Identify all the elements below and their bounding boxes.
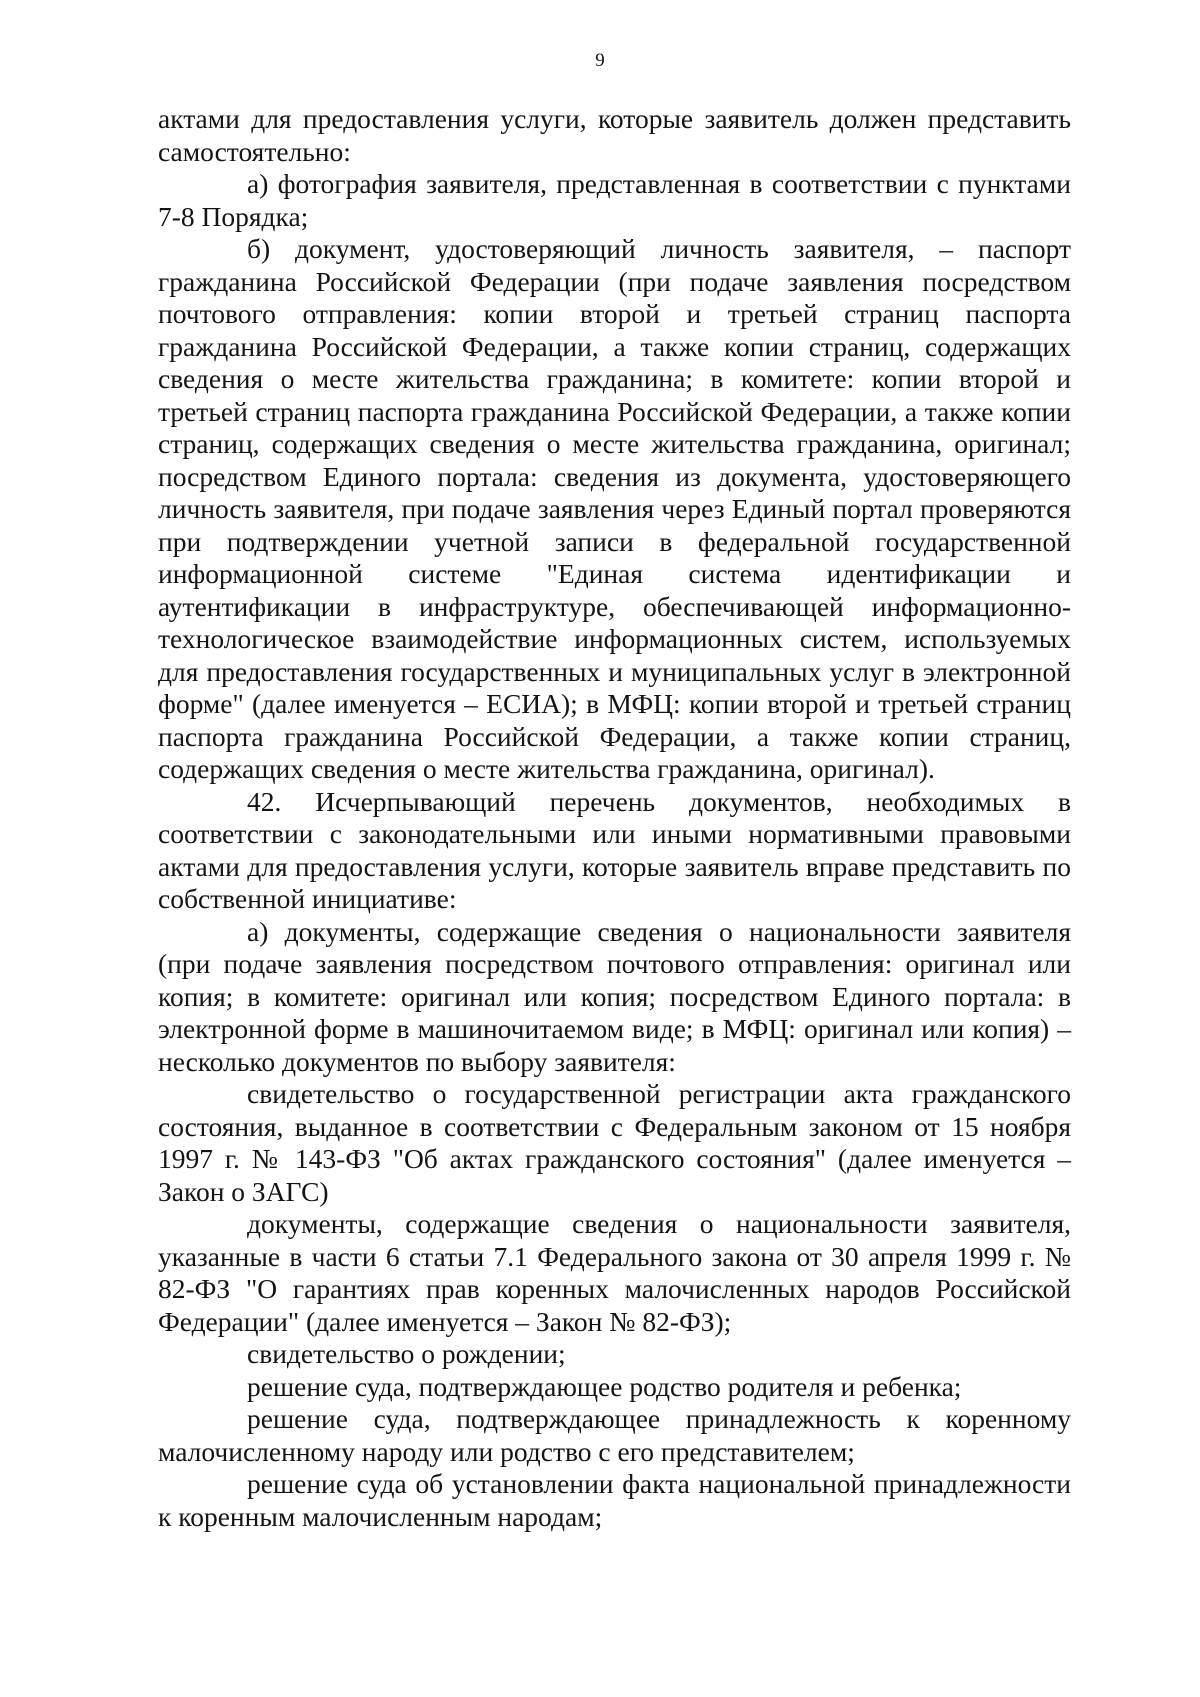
paragraph-continuation: актами для предоставления услуги, которые заявитель должен представить самостоятельно: <box>158 103 1071 167</box>
paragraph-court-decision-belonging: решение суда, подтверждающее принадлежность к коренному малочисленному народу или родство с его представителем; <box>158 1403 1071 1467</box>
document-body <box>158 103 1071 1533</box>
paragraph-nationality-documents-law-82: документы, содержащие сведения о национальности заявителя, указанные в части 6 статьи 7.1 Федерального закона от 30 апреля 1999 г. № 82-ФЗ "О гарантиях прав коренных малочисленных народов Российской Федерации" (далее именуется – Закон № 82-ФЗ); <box>158 1208 1071 1337</box>
paragraph-item-a-photo: а) фотография заявителя, представленная в соответствии с пунктами 7-8 Порядка; <box>158 168 1071 232</box>
paragraph-court-decision-national-fact: решение суда об установлении факта национальной принадлежности к коренным малочисленным народам; <box>158 1468 1071 1532</box>
paragraph-item-a-nationality-documents: а) документы, содержащие сведения о национальности заявителя (при подаче заявления посредством почтового отправления: оригинал или копия; в комитете: оригинал или копия; посредством Единого портала: в электронной форме в машиночитаемом виде; в МФЦ: оригинал или копия) – несколько документов по выбору заявителя: <box>158 915 1071 1077</box>
paragraph-civil-registration-certificate: свидетельство о государственной регистрации акта гражданского состояния, выданное в соответствии с Федеральным законом от 15 ноября 1997 г. № 143-ФЗ "Об актах гражданского состояния" (далее именуется – Закон о ЗАГС) <box>158 1078 1071 1207</box>
paragraph-item-b-identity-document: б) документ, удостоверяющий личность заявителя, – паспорт гражданина Российской Федерации (при подаче заявления посредством почтового отправления: копии второй и третьей страниц паспорта гражданина Российской Федерации, а также копии страниц, содержащих сведения о месте жительства гражданина; в комитете: копии второй и третьей страниц паспорта гражданина Российской Федерации, а также копии страниц, содержащих сведения о месте жительства гражданина, оригинал; посредством Единого портала: сведения из документа, удостоверяющего личность заявителя, при подаче заявления через Единый портал проверяются при подтверждении учетной записи в федеральной государственной информационной системе "Единая система идентификации и аутентификации в инфраструктуре, обеспечивающей информационно-технологическое взаимодействие информационных систем, используемых для предоставления государственных и муниципальных услуг в электронной форме" (далее именуется – ЕСИА); в МФЦ: копии второй и третьей страниц паспорта гражданина Российской Федерации, а также копии страниц, содержащих сведения о месте жительства гражданина, оригинал). <box>158 233 1071 784</box>
page-number: 9 <box>595 50 605 71</box>
paragraph-court-decision-kinship: решение суда, подтверждающее родство родителя и ребенка; <box>247 1370 962 1402</box>
paragraph-clause-42: 42. Исчерпывающий перечень документов, необходимых в соответствии с законодательными или иными нормативными правовыми актами для предоставления услуги, которые заявитель вправе представить по собственной инициативе: <box>158 785 1071 914</box>
paragraph-birth-certificate: свидетельство о рождении; <box>247 1338 566 1369</box>
